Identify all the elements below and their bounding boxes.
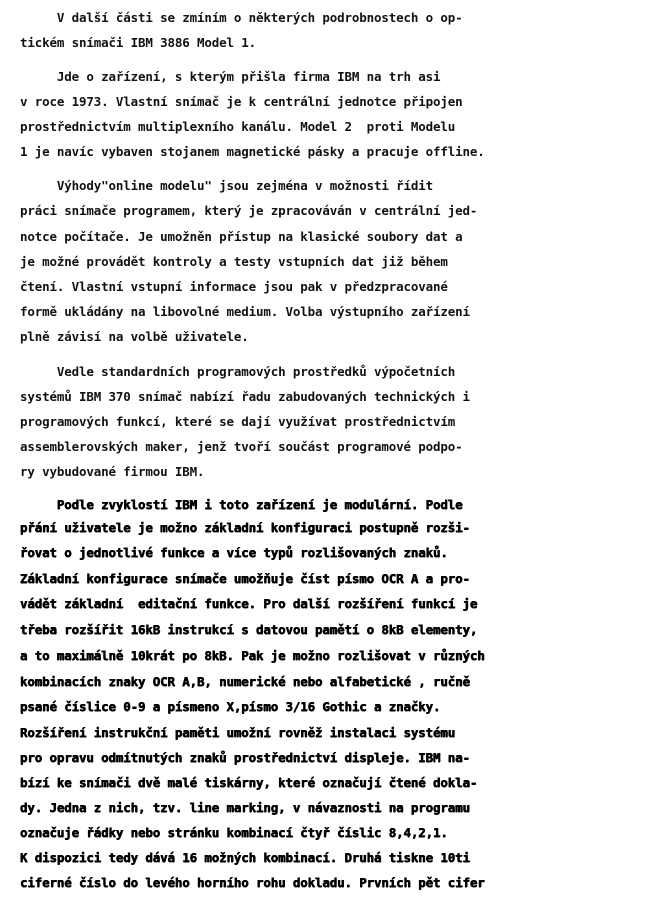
paragraph-2-line-1: Jde o zařízení, s kterým přišla firma IBM na trh asi: [20, 69, 441, 84]
paragraph-3-line-4: je možné provádět kontroly a testy vstupních dat již během: [20, 254, 448, 269]
paragraph-2-line-4: 1 je navíc vybaven stojanem magnetické pásky a pracuje offline.: [20, 144, 485, 159]
paragraph-5-line-8: kombinacích znaky OCR A,B, numerické nebo alfabetické , ručně: [20, 674, 470, 689]
paragraph-5-line-5: vádět základní editační funkce. Pro další rozšíření funkcí je: [20, 596, 478, 611]
paragraph-5-line-12: bízí ke snímači dvě malé tiskárny, které označují čtené dokla-: [20, 775, 478, 790]
paragraph-4-line-4: assemblerovských maker, jenž tvoří součást programové podpo-: [20, 439, 463, 454]
paragraph-5-line-11: pro opravu odmítnutých znaků prostřednictví displeje. IBM na-: [20, 750, 470, 765]
paragraph-5-line-15: K dispozici tedy dává 16 možných kombinací. Druhá tiskne 10ti: [20, 850, 470, 865]
paragraph-5-line-3: řovat o jednotlivé funkce a více typů rozlišovaných znaků.: [20, 545, 448, 560]
paragraph-5-line-1: Podle zvyklostí IBM i toto zařízení je modulární. Podle: [20, 497, 463, 512]
paragraph-5-line-6: třeba rozšířit 16kB instrukcí s datovou pamětí o 8kB elementy,: [20, 622, 478, 637]
paragraph-4-line-5: ry vybudované firmou IBM.: [20, 464, 205, 479]
paragraph-3-line-6: formě ukládány na libovolné medium. Volba výstupního zařízení: [20, 304, 470, 319]
paragraph-4-line-1: Vedle standardních programových prostředků výpočetních: [20, 364, 456, 379]
paragraph-3-line-1: Výhody"online modelu" jsou zejména v možnosti řídit: [20, 178, 434, 193]
paragraph-5-line-10: Rozšíření instrukční paměti umožní rovněž instalaci systému: [20, 725, 456, 740]
paragraph-5-line-14: označuje řádky nebo stránku kombinací čtyř číslic 8,4,2,1.: [20, 825, 448, 840]
paragraph-5-line-7: a to maximálně 10krát po 8kB. Pak je možno rozlišovat v různých: [20, 648, 485, 663]
paragraph-2-line-3: prostřednictvím multiplexního kanálu. Model 2 proti Modelu: [20, 119, 456, 134]
paragraph-2-line-2: v roce 1973. Vlastní snímač je k centrální jednotce připojen: [20, 94, 463, 109]
paragraph-5-line-4: Základní konfigurace snímače umožňuje číst písmo OCR A a pro-: [20, 571, 470, 586]
paragraph-3-line-5: čtení. Vlastní vstupní informace jsou pak v předzpracované: [20, 279, 448, 294]
paragraph-1-line-1: V další části se zmíním o některých podrobnostech o op-: [20, 10, 463, 25]
paragraph-5-line-13: dy. Jedna z nich, tzv. line marking, v návaznosti na programu: [20, 800, 470, 815]
paragraph-4-line-2: systémů IBM 370 snímač nabízí řadu zabudovaných technických i: [20, 389, 470, 404]
paragraph-5-line-9: psané číslice 0-9 a písmeno X,písmo 3/16 Gothic a značky.: [20, 699, 441, 714]
paragraph-5-line-2: přání uživatele je možno základní konfiguraci postupně rozši-: [20, 520, 470, 535]
paragraph-3-line-2: práci snímače programem, který je zpracováván v centrální jed-: [20, 203, 478, 218]
paragraph-4-line-3: programových funkcí, které se dají využívat prostřednictvím: [20, 414, 456, 429]
paragraph-3-line-3: notce počítače. Je umožněn přístup na klasické soubory dat a: [20, 229, 463, 244]
paragraph-3-line-7: plně závisí na volbě uživatele.: [20, 329, 249, 344]
paragraph-5-line-16: ciferné číslo do levého horního rohu dokladu. Prvních pět cifer: [20, 875, 485, 890]
paragraph-1-line-2: tickém snímači IBM 3886 Model 1.: [20, 35, 257, 50]
